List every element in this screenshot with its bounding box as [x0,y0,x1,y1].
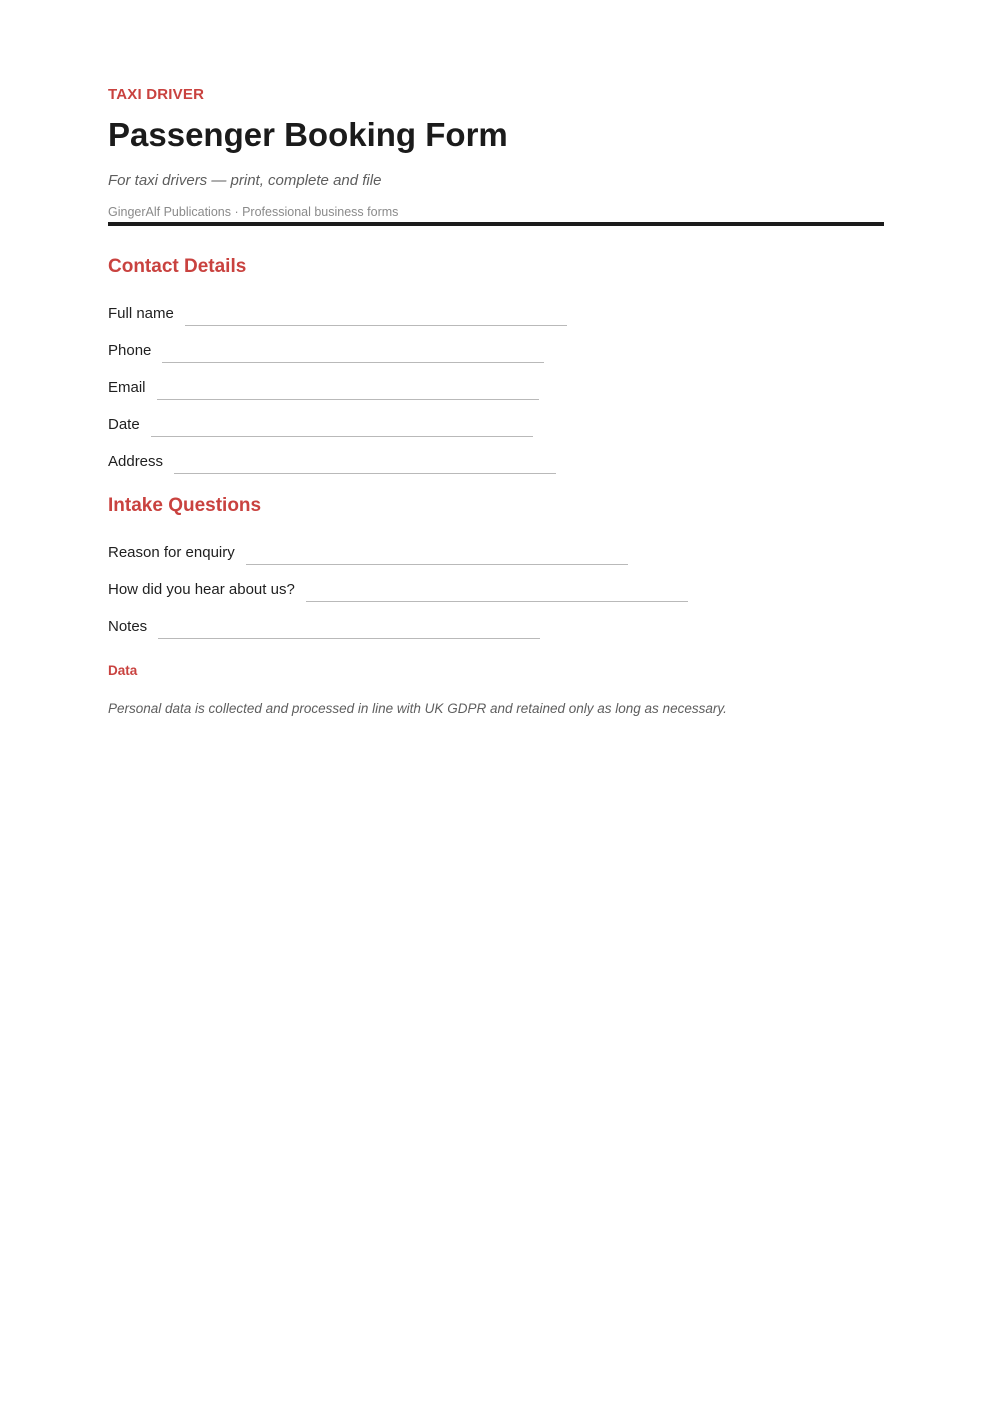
field-label: How did you hear about us? [108,581,295,598]
field-label: Email [108,379,146,396]
field-label: Notes [108,618,148,635]
email-input-line[interactable] [157,399,539,400]
field-label: Address [108,453,164,470]
page-title: Passenger Booking Form [108,116,508,153]
field-reason-for-enquiry [108,529,884,566]
date-input-line[interactable] [151,436,533,437]
intake-questions-fields [108,529,884,640]
data-notice-text: Personal data is collected and processed in line with UK GDPR and retained only as long as necessary. [108,701,727,716]
reason-input-line[interactable] [246,564,628,565]
field-date [108,401,884,438]
address-input-line[interactable] [174,473,556,474]
field-notes [108,603,884,640]
section-heading-contact-details: Contact Details [108,256,247,277]
page-subtitle: For taxi drivers — print, complete and file [108,172,382,189]
field-email [108,364,884,401]
field-label: Date [108,416,140,433]
header-divider [108,222,884,226]
form-category: TAXI DRIVER [108,86,205,103]
full-name-input-line[interactable] [185,325,567,326]
field-label: Full name [108,305,174,322]
phone-input-line[interactable] [162,362,544,363]
field-label: Reason for enquiry [108,544,235,561]
field-full-name [108,290,884,327]
field-phone [108,327,884,364]
field-referral-source [108,566,884,603]
section-heading-intake-questions: Intake Questions [108,495,262,516]
contact-details-fields [108,290,884,475]
data-heading: Data [108,663,138,678]
publisher-line: GingerAlf Publications · Professional business forms [108,205,399,219]
referral-source-input-line[interactable] [306,601,688,602]
notes-input-line[interactable] [158,638,540,639]
field-label: Phone [108,342,152,359]
field-address [108,438,884,475]
